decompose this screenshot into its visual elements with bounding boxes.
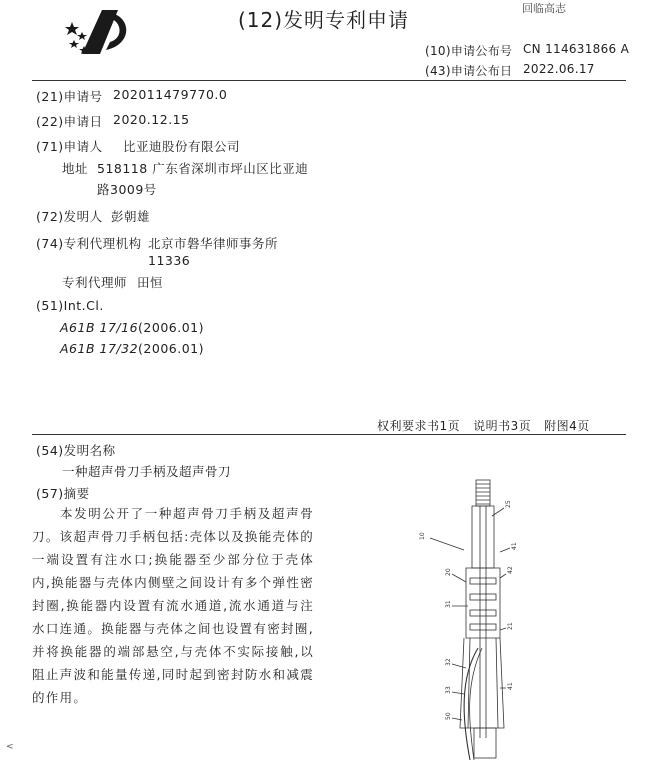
agency-line-1: 北京市磐华律师事务所 (148, 236, 279, 251)
publication-date-value: 2022.06.17 (523, 62, 595, 76)
ref-label: 32 (445, 658, 452, 666)
cable-end (474, 728, 496, 758)
invention-name-value: 一种超声骨刀手柄及超声骨刀 (62, 464, 232, 479)
agency-line-2: 11336 (148, 253, 191, 268)
seal-ring (470, 610, 496, 616)
seal-ring (470, 578, 496, 584)
document-type-title: (12)发明专利申请 (238, 8, 410, 32)
agent-value: 田恒 (137, 275, 164, 290)
ref-label: 50 (445, 712, 452, 720)
inventor-value: 彭朝雄 (111, 209, 151, 224)
int-cl-label: (51)Int.Cl. (36, 298, 104, 313)
address-line-1: 518118 广东省深圳市坪山区比亚迪 (97, 161, 309, 176)
thread-lines (476, 484, 490, 504)
application-date-value: 2020.12.15 (113, 112, 190, 127)
ref-label: 41 (511, 542, 518, 550)
ipc-entry (60, 320, 204, 335)
ipc-code: A61B 17/32 (60, 341, 139, 356)
applicant-label: (71)申请人 (36, 139, 103, 154)
invention-name-label: (54)发明名称 (36, 443, 116, 458)
representative-drawing (400, 478, 550, 760)
ref-label: 31 (445, 600, 452, 608)
publication-number-label: (10)申请公布号 (425, 44, 513, 58)
edge-mark: < (6, 742, 14, 752)
ref-label: 41 (507, 682, 514, 690)
inventor-label: (72)发明人 (36, 209, 103, 224)
seal-ring (470, 594, 496, 600)
upper-housing (472, 506, 494, 568)
application-number-label: (21)申请号 (36, 89, 103, 104)
ref-label: 10 (419, 532, 426, 540)
publication-date-label: (43)申请公布日 (425, 64, 513, 78)
address-label: 地址 (62, 161, 89, 176)
applicant-value: 比亚迪股份有限公司 (123, 139, 241, 154)
abstract-text: 本发明公开了一种超声骨刀手柄及超声骨刀。该超声骨刀手柄包括:壳体以及换能壳体的一端设置有注水口;换能器至少部分位于壳体内,换能器与壳体内侧壁之间设计有多个弹性密封圈,换能器内设置有流水通道,流水通道与注水口连通。换能器与壳体之间也设置有密封圈,并将换能器的端部悬空,与壳体不实际接触,以阻止声波和能量传递,同时起到密封防水和减震的作用。 (32, 506, 314, 705)
ipc-code: A61B 17/16 (60, 320, 139, 335)
header-divider (32, 80, 626, 81)
seal-ring (470, 624, 496, 630)
application-date-label: (22)申请日 (36, 114, 103, 129)
transducer-housing (466, 568, 500, 638)
logo-stars (65, 22, 89, 54)
application-number-value: 202011479770.0 (113, 87, 228, 102)
page-counts: 权利要求书1页 说明书3页 附图4页 (377, 419, 590, 433)
address-line-2: 路3009号 (97, 182, 157, 197)
drawing-ref-labels (419, 500, 518, 720)
ref-label: 20 (445, 568, 452, 576)
ref-label: 21 (507, 622, 514, 630)
corner-stamp-text: 回临高志 (522, 2, 566, 15)
ipc-date: (2006.01) (138, 341, 204, 356)
ref-label: 25 (505, 500, 512, 508)
ipc-date: (2006.01) (138, 320, 204, 335)
ref-label: 33 (445, 686, 452, 694)
ref-label: 42 (507, 566, 514, 574)
publication-number-value: CN 114631866 A (523, 42, 630, 56)
agent-label: 专利代理师 (62, 275, 128, 290)
abstract-label: (57)摘要 (36, 486, 90, 501)
inner-channel (480, 506, 486, 738)
agency-label: (74)专利代理机构 (36, 236, 142, 251)
lower-inner-wall (468, 638, 498, 728)
section-divider (32, 434, 626, 435)
ipc-entry (60, 341, 204, 356)
patent-office-logo (62, 4, 138, 60)
